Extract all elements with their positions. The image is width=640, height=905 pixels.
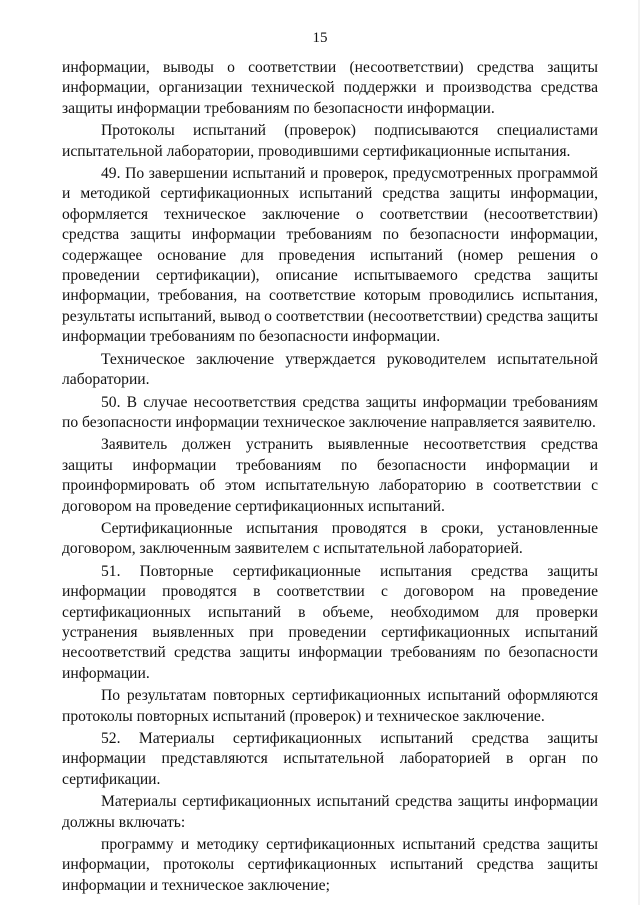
paragraph-materials-contents: Материалы сертификационных испытаний средства защиты информации должны включать: xyxy=(62,793,598,831)
paragraph-conclusion-approval: Техническое заключение утверждается руководителем испытательной лаборатории. xyxy=(62,350,598,389)
paragraph-testing-deadlines: Сертификационные испытания проводятся в сроки, установленные договором, заключенным заявителем с испытательной лабораторией. xyxy=(62,519,598,558)
paragraph-52-materials: 52. Материалы сертификационных испытаний средства защиты информации представляются испытательной лабораторией в орган по сертификации. xyxy=(62,730,598,788)
paragraph-51-repeat-testing: 51. Повторные сертификационные испытания средства защиты информации проводятся в соответствии с договором на проведение сертификационных испытаний в объеме, необходимом для проверки устранения выявленных при проведении сертификационных испытаний несоответствий средства защиты информации требованиям по безопасности информации. xyxy=(62,562,598,682)
paragraph-protocols-signing: Протоколы испытаний (проверок) подписываются специалистами испытательной лаборатории, проводившими сертификационные испытания. xyxy=(62,122,598,160)
page-number: 15 xyxy=(312,30,328,46)
paragraph-50-nonconformity: 50. В случае несоответствия средства защиты информации требованиям по безопасности информации техническое заключение направляется заявителю. xyxy=(62,393,598,431)
paragraph-continued: информации, выводы о соответствии (несоответствии) средства защиты информации, организации технической поддержки и производства средства защиты информации требованиям по безопасности информации. xyxy=(62,59,598,117)
paragraph-program-and-methodology: программу и методику сертификационных испытаний средства защиты информации, протоколы сертификационных испытаний средства защиты информации и техническое заключение; xyxy=(62,836,598,894)
paragraph-repeat-results: По результатам повторных сертификационных испытаний оформляются протоколы повторных испытаний (проверок) и техническое заключение. xyxy=(62,687,598,725)
paragraph-49-technical-conclusion: 49. По завершении испытаний и проверок, предусмотренных программой и методикой сертификационных испытаний средства защиты информации, оформляется техническое заключение о соответствии (несоответствии) средства защиты информации требованиям по безопасности информации, содержащее основание для проведения испытаний (номер решения о проведении сертификации), описание испытываемого средства защиты информации, требования, на соответствие которым проводились испытания, результаты испытаний, вывод о соответствии (несоответствии) средства защиты информации требованиям по безопасности информации. xyxy=(62,165,598,346)
document-body xyxy=(62,58,598,896)
paragraph-applicant-obligation: Заявитель должен устранить выявленные несоответствия средства защиты информации требованиям по безопасности информации и проинформировать об этом испытательную лабораторию в соответствии с договором на проведение сертификационных испытаний. xyxy=(62,436,598,515)
